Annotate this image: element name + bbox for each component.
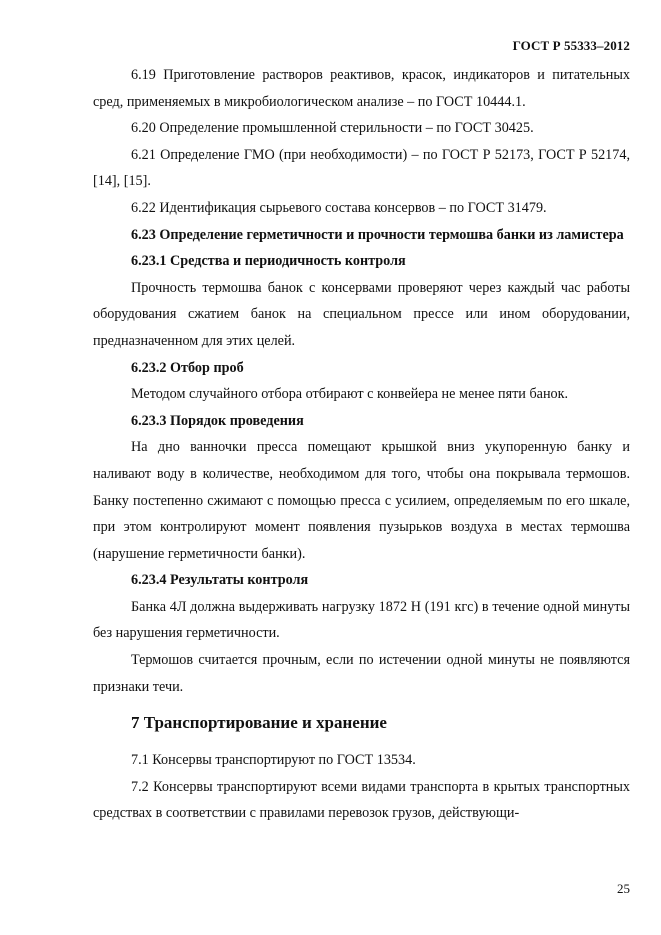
page-header: ГОСТ Р 55333–2012 <box>512 38 630 53</box>
paragraph-7-1: 7.1 Консервы транспортируют по ГОСТ 13534. <box>131 752 416 769</box>
paragraph-6-23-4-body-2: Термошов считается прочным, если по истечении одной минуты не появляются признаки течи. <box>93 652 630 695</box>
heading-6-23-1: 6.23.1 Средства и периодичность контроля <box>131 253 406 270</box>
section-7-title: 7 Транспортирование и хранение <box>131 713 387 733</box>
paragraph-6-21: 6.21 Определение ГМО (при необходимости) – по ГОСТ Р 52173, ГОСТ Р 52174, [14], [15]. <box>93 146 630 190</box>
paragraph-6-23-2-body: Методом случайного отбора отбирают с конвейера не менее пяти банок. <box>131 386 569 403</box>
paragraph-6-23-4-body: Банка 4Л должна выдерживать нагрузку 1872 Н (191 кгс) в течение одной минуты без нарушения герметичности. <box>93 598 630 642</box>
paragraph-6-22: 6.22 Идентификация сырьевого состава консервов – по ГОСТ 31479. <box>131 199 547 216</box>
paragraph-6-19: 6.19 Приготовление растворов реактивов, красок, индикаторов и питательных сред, применяемых в микробиологическом анализе – по ГОСТ 10444.1. <box>93 67 630 110</box>
paragraph-6-23-3-body: На дно ванночки пресса помещают крышкой вниз укупоренную банку и наливают воду в количестве, необходимом для того, чтобы она покрывала термошов. Банку постепенно сжимают с помощью пресса с усилием, определяемым по его шкале, при этом контролируют момент появления пузырьков воздуха в местах термошва (нарушение герметичности банки). <box>93 439 630 562</box>
heading-6-23-2: 6.23.2 Отбор проб <box>131 359 244 376</box>
document-body <box>93 62 630 827</box>
page-number: 25 <box>617 881 630 896</box>
paragraph-6-23-1-body: Прочность термошва банок с консервами проверяют через каждый час работы оборудования сжатием банок на специальном прессе или ином оборудовании, предназначенном для этих целей. <box>93 279 630 349</box>
heading-6-23-4: 6.23.4 Результаты контроля <box>131 572 309 589</box>
paragraph-7-2: 7.2 Консервы транспортируют всеми видами транспорта в крытых транспортных средствах в соответствии с правилами перевозок грузов, действующи- <box>93 778 630 822</box>
heading-6-23-3: 6.23.3 Порядок проведения <box>131 412 304 429</box>
paragraph-6-20: 6.20 Определение промышленной стерильности – по ГОСТ 30425. <box>131 120 534 137</box>
heading-6-23: 6.23 Определение герметичности и прочности термошва банки из ламистера <box>131 226 624 243</box>
